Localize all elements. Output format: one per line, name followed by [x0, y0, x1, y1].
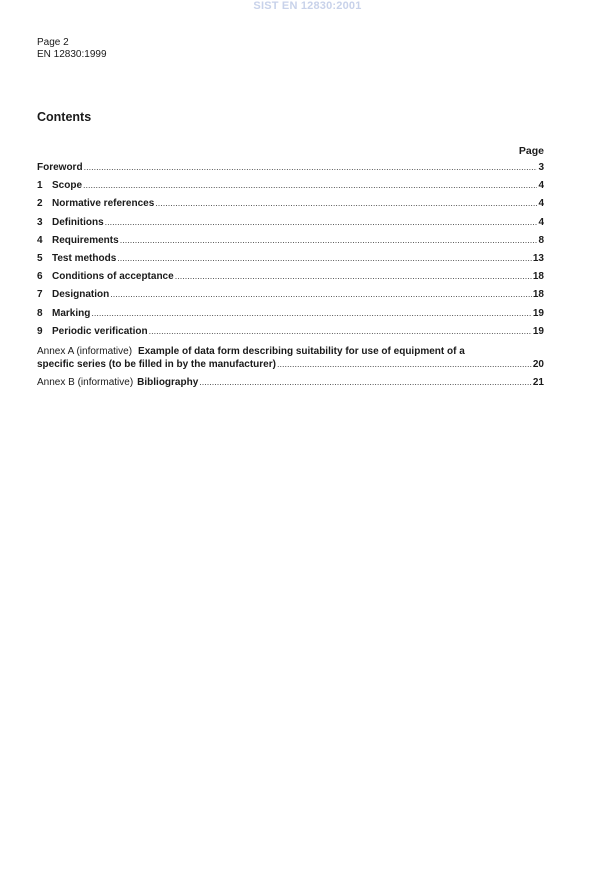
toc-number: 6 [37, 271, 43, 283]
contents-title: Contents [37, 110, 92, 124]
toc-entry-normative-references[interactable] [37, 198, 544, 216]
toc-page: 8 [538, 234, 544, 246]
toc-number: 3 [37, 216, 43, 228]
standard-id: EN 12830:1999 [37, 49, 107, 60]
toc-entry-designation[interactable] [37, 289, 544, 307]
annex-prefix: Annex A (informative) [37, 345, 133, 357]
toc-label: Normative references [52, 198, 155, 210]
toc-page: 18 [532, 271, 544, 283]
toc-label: Example of data form describing suitability for use of equipment of a [138, 345, 465, 357]
toc-page: 19 [532, 307, 544, 319]
toc-page: 19 [532, 325, 544, 337]
leader-dots [199, 377, 532, 387]
toc-label: Conditions of acceptance [52, 271, 174, 283]
leader-dots [155, 198, 537, 208]
toc-entry-conditions-of-acceptance[interactable] [37, 271, 544, 289]
toc-label: Definitions [52, 216, 104, 228]
leader-dots [83, 180, 537, 190]
annex-prefix: Annex B (informative) [37, 376, 134, 388]
toc-page: 13 [532, 252, 544, 264]
toc-entry-scope[interactable] [37, 180, 544, 198]
toc-page: 4 [538, 198, 544, 210]
toc-page: 18 [532, 289, 544, 301]
toc-page: 20 [532, 358, 544, 370]
leader-dots [91, 308, 532, 318]
watermark: SIST EN 12830:2001 [253, 0, 362, 12]
toc-page: 21 [532, 376, 544, 388]
page-number: Page 2 [37, 37, 69, 48]
toc-entry-foreword[interactable] [37, 162, 544, 180]
toc-number: 9 [37, 325, 43, 337]
toc-entry-annex-b[interactable] [37, 377, 544, 388]
toc-number: 7 [37, 289, 43, 301]
toc-label: Marking [52, 307, 91, 319]
toc-entry-marking[interactable] [37, 308, 544, 326]
leader-dots [149, 326, 532, 336]
toc-entry-definitions[interactable] [37, 217, 544, 235]
leader-dots [175, 271, 532, 281]
toc-label: Periodic verification [52, 325, 148, 337]
toc-entry-annex-a[interactable] [37, 346, 544, 371]
toc-number: 2 [37, 198, 43, 210]
toc-page: 4 [538, 216, 544, 228]
toc-entry-test-methods[interactable] [37, 253, 544, 271]
toc-label-continued: specific series (to be filled in by the manufacturer) [37, 358, 276, 370]
toc-number: 5 [37, 252, 43, 264]
page-column-label: Page [518, 145, 544, 157]
toc-entry-requirements[interactable] [37, 235, 544, 253]
toc-label: Test methods [52, 252, 117, 264]
toc-label: Scope [52, 180, 83, 192]
leader-dots [117, 253, 532, 263]
leader-dots [277, 358, 532, 370]
toc-label: Designation [52, 289, 110, 301]
page-header [37, 37, 107, 61]
leader-dots [84, 162, 538, 172]
toc-label: Requirements [52, 234, 119, 246]
toc-number: 8 [37, 307, 43, 319]
leader-dots [105, 217, 538, 227]
table-of-contents [37, 162, 544, 388]
toc-label: Foreword [37, 162, 83, 173]
toc-page: 3 [538, 162, 544, 173]
toc-number: 4 [37, 234, 43, 246]
toc-number: 1 [37, 180, 43, 192]
leader-dots [120, 235, 538, 245]
toc-entry-periodic-verification[interactable] [37, 326, 544, 344]
toc-page: 4 [538, 180, 544, 192]
leader-dots [110, 289, 532, 299]
toc-label: Bibliography [137, 376, 199, 388]
